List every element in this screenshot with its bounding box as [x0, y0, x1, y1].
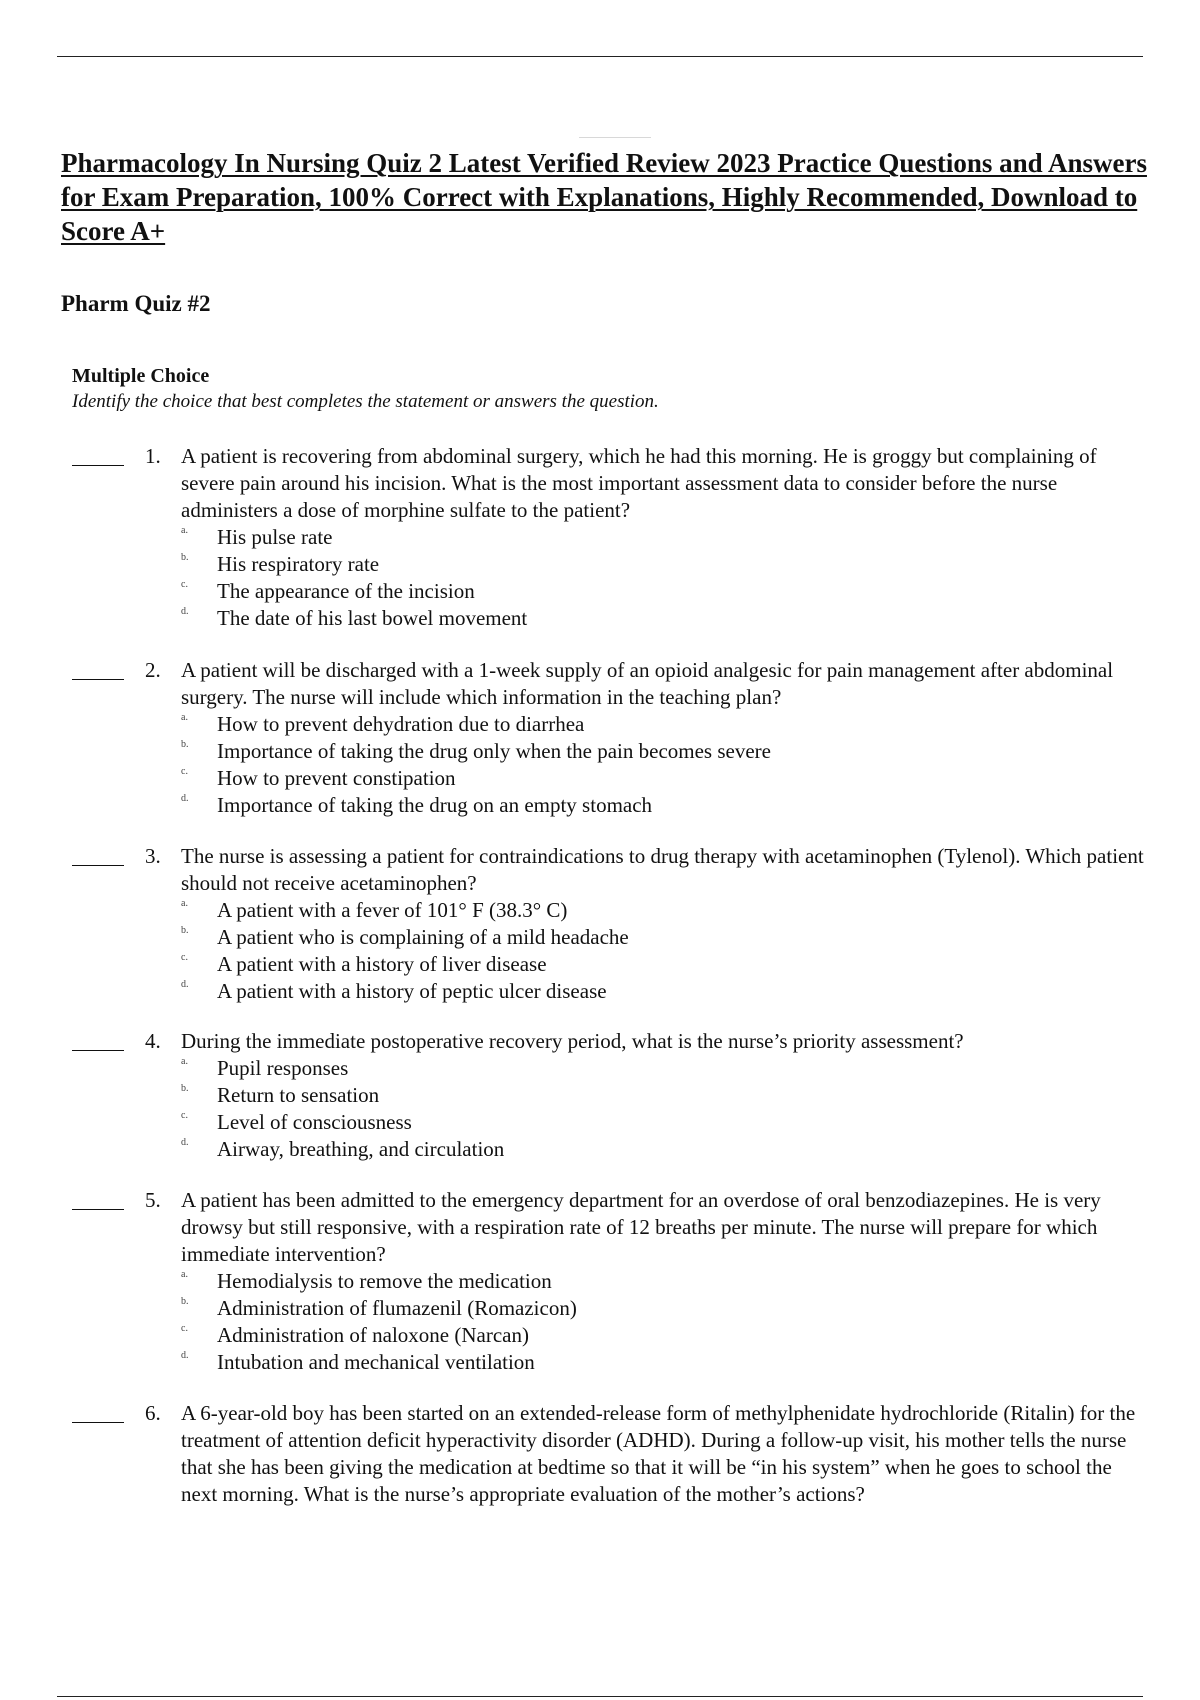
option-text: Return to sensation: [217, 1083, 380, 1107]
option-text: Importance of taking the drug only when the pain becomes severe: [217, 739, 771, 763]
question-stem: A patient is recovering from abdominal surgery, which he had this morning. He is groggy but complaining of severe pain around his incision. What is the most important assessment data to consider before the nurse administers a dose of morphine sulfate to the patient?: [181, 444, 1097, 522]
option-d: [181, 1349, 1081, 1376]
question-stem: The nurse is assessing a patient for contraindications to drug therapy with acetaminophen (Tylenol). Which patient should not receive acetaminophen?: [181, 844, 1144, 895]
option-a: [181, 524, 1081, 551]
option-a: [181, 897, 1081, 924]
answer-blank[interactable]: [72, 1209, 124, 1210]
option-text: Pupil responses: [217, 1056, 349, 1080]
option-a: [181, 1268, 1081, 1295]
option-c: [181, 1109, 1081, 1136]
option-letter: a.: [181, 712, 188, 723]
option-letter: c.: [181, 579, 188, 590]
answer-blank[interactable]: [72, 865, 124, 866]
option-letter: a.: [181, 1269, 188, 1280]
question-number: 6.: [145, 1401, 161, 1425]
option-list: [181, 524, 1081, 632]
option-text: Level of consciousness: [217, 1110, 412, 1134]
option-text: A patient with a history of liver disease: [217, 952, 547, 976]
option-text: A patient with a fever of 101° F (38.3° C): [217, 898, 568, 922]
option-list: [181, 711, 1081, 819]
option-text: Administration of flumazenil (Romazicon): [217, 1296, 577, 1320]
option-text: His respiratory rate: [217, 552, 380, 576]
option-b: [181, 551, 1081, 578]
question-stem: A patient has been admitted to the emergency department for an overdose of oral benzodiazepines. He is very drowsy but still responsive, with a respiration rate of 12 breaths per minute. The nurse will prepare for which immediate intervention?: [181, 1188, 1101, 1266]
option-c: [181, 578, 1081, 605]
option-b: [181, 738, 1081, 765]
option-a: [181, 1055, 1081, 1082]
option-letter: a.: [181, 898, 188, 909]
document-title: Pharmacology In Nursing Quiz 2 Latest Verified Review 2023 Practice Questions and Answers for Exam Preparation, 100% Correct with Explanations, Highly Recommended, Download to Score A+: [61, 148, 1147, 246]
option-list: [181, 1268, 1081, 1376]
option-letter: b.: [181, 552, 189, 563]
option-text: The date of his last bowel movement: [217, 606, 528, 630]
option-text: Administration of naloxone (Narcan): [217, 1323, 529, 1347]
option-letter: b.: [181, 1296, 189, 1307]
option-text: Importance of taking the drug on an empty stomach: [217, 793, 653, 817]
option-text: Intubation and mechanical ventilation: [217, 1350, 535, 1374]
option-letter: c.: [181, 1110, 188, 1121]
question-number: 3.: [145, 844, 161, 868]
bottom-divider: [57, 1696, 1143, 1697]
question-stem: A patient will be discharged with a 1-week supply of an opioid analgesic for pain management after abdominal surgery. The nurse will include which information in the teaching plan?: [181, 658, 1114, 709]
option-d: [181, 1136, 1081, 1163]
option-letter: c.: [181, 1323, 188, 1334]
option-list: [181, 1055, 1081, 1163]
option-text: Hemodialysis to remove the medication: [217, 1269, 552, 1293]
option-letter: d.: [181, 979, 189, 990]
option-text: Airway, breathing, and circulation: [217, 1137, 505, 1161]
answer-blank[interactable]: [72, 679, 124, 680]
option-d: [181, 978, 1081, 1005]
option-a: [181, 711, 1081, 738]
option-d: [181, 792, 1081, 819]
option-letter: d.: [181, 606, 189, 617]
option-letter: b.: [181, 1083, 189, 1094]
option-text: His pulse rate: [217, 525, 333, 549]
option-letter: c.: [181, 952, 188, 963]
option-text: A patient with a history of peptic ulcer disease: [217, 979, 607, 1003]
option-text: How to prevent dehydration due to diarrhea: [217, 712, 585, 736]
answer-blank[interactable]: [72, 1422, 124, 1423]
option-letter: a.: [181, 525, 188, 536]
section-instructions: Identify the choice that best completes the statement or answers the question.: [72, 391, 659, 412]
option-b: [181, 1082, 1081, 1109]
option-letter: d.: [181, 1350, 189, 1361]
top-divider: [57, 56, 1143, 57]
option-letter: b.: [181, 925, 189, 936]
option-letter: d.: [181, 1137, 189, 1148]
option-text: How to prevent constipation: [217, 766, 456, 790]
option-b: [181, 1295, 1081, 1322]
question-number: 5.: [145, 1188, 161, 1212]
quiz-subtitle: Pharm Quiz #2: [61, 291, 211, 316]
option-letter: c.: [181, 766, 188, 777]
option-c: [181, 1322, 1081, 1349]
answer-blank[interactable]: [72, 465, 124, 466]
question-number: 2.: [145, 658, 161, 682]
option-text: The appearance of the incision: [217, 579, 475, 603]
question-stem: During the immediate postoperative recovery period, what is the nurse’s priority assessment?: [181, 1029, 964, 1053]
option-c: [181, 765, 1081, 792]
option-c: [181, 951, 1081, 978]
header-mark: [579, 137, 651, 138]
section-heading: Multiple Choice: [72, 365, 210, 387]
option-letter: d.: [181, 793, 189, 804]
option-letter: b.: [181, 739, 189, 750]
option-list: [181, 897, 1081, 1005]
option-letter: a.: [181, 1056, 188, 1067]
option-d: [181, 605, 1081, 632]
question-number: 1.: [145, 444, 161, 468]
question-number: 4.: [145, 1029, 161, 1053]
question-stem: A 6-year-old boy has been started on an extended-release form of methylphenidate hydrochloride (Ritalin) for the treatment of attention deficit hyperactivity disorder (ADHD). During a follow-up visit, his mother tells the nurse that she has been giving the medication at bedtime so that it will be “in his system” when he goes to school the next morning. What is the nurse’s appropriate evaluation of the mother’s actions?: [181, 1401, 1136, 1506]
option-text: A patient who is complaining of a mild headache: [217, 925, 629, 949]
option-b: [181, 924, 1081, 951]
answer-blank[interactable]: [72, 1050, 124, 1051]
